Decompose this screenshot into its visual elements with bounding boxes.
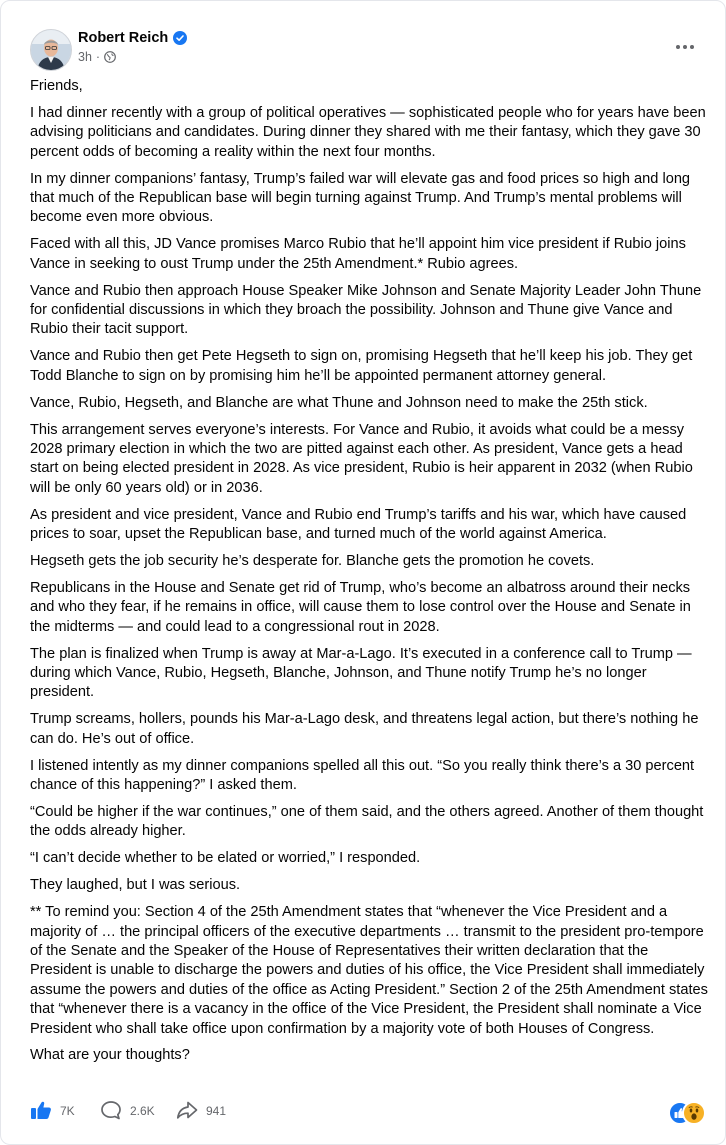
- post-paragraph: “Could be higher if the war continues,” one of them said, and the others agreed. Another of them thought the odds already higher.: [30, 804, 704, 840]
- globe-icon[interactable]: [104, 51, 116, 63]
- post-paragraph: Vance and Rubio then approach House Speaker Mike Johnson and Senate Majority Leader John Thune for confidential discussions in which they broach the possibility. Johnson and Thune give Vance and Rubio their tacit support.: [30, 282, 702, 338]
- share-count: 941: [206, 1104, 227, 1118]
- post-body: [30, 77, 708, 1073]
- post-paragraph: I listened intently as my dinner companions spelled all this out. “So you really think there’s a 30 percent chance of this happening?” I asked them.: [30, 757, 695, 794]
- post-timestamp[interactable]: 3h: [78, 50, 92, 64]
- post-paragraph: Republicans in the House and Senate get rid of Trump, who’s become an albatross around their necks and who they fear, if he remains in office, will cause them to lose control over the House and Senate in the midterms — and could lead to a congressional rout in 2028.: [30, 579, 691, 635]
- verified-badge-icon: [173, 31, 187, 45]
- post-paragraph: They laughed, but I was serious.: [30, 877, 241, 894]
- post-paragraph: As president and vice president, Vance and Rubio end Trump’s tariffs and his war, which have caused prices to soar, upset the Republican base, and turned much of the world against America.: [30, 506, 687, 543]
- like-button[interactable]: [30, 1099, 75, 1123]
- more-options-icon[interactable]: [673, 35, 697, 59]
- post-paragraph: “I can’t decide whether to be elated or worried,” I responded.: [30, 850, 421, 867]
- wow-reaction-icon: [682, 1101, 706, 1125]
- post-meta: [78, 50, 116, 64]
- like-count: 7K: [60, 1104, 75, 1118]
- thumbs-up-icon: [30, 1100, 52, 1123]
- post-paragraph: Faced with all this, JD Vance promises Marco Rubio that he’ll appoint him vice president if Rubio joins Vance in seeking to oust Trump under the 25th Amendment.* Rubio agrees.: [30, 236, 686, 272]
- comment-button[interactable]: [100, 1099, 155, 1123]
- post-paragraph: What are your thoughts?: [30, 1047, 190, 1064]
- author-header: [78, 30, 187, 46]
- post-paragraph: Friends,: [30, 78, 83, 94]
- post-paragraph: I had dinner recently with a group of political operatives — sophisticated people who for years have been advising politicians and candidates. During dinner they shared with me their fantasy, which they gave 30 percent odds of becoming a reality within the next four months.: [30, 104, 706, 160]
- post-paragraph: This arrangement serves everyone’s interests. For Vance and Rubio, it avoids what could be a messy 2028 primary election in which the two are pitted against each other. As president, Vance gets a head start on being elected president in 2028. As vice president, Rubio is heir apparent in 2032 (when Rubio will be only 60 years old) or in 2036.: [30, 421, 693, 496]
- post-paragraph: Hegseth gets the job security he’s desperate for. Blanche gets the promotion he covets.: [30, 553, 595, 570]
- engagement-bar: [30, 1099, 708, 1125]
- post-paragraph: Vance and Rubio then get Pete Hegseth to sign on, promising Hegseth that he’ll keep his job. They get Todd Blanche to sign on by promising him he’ll be appointed permanent attorney general.: [30, 348, 693, 384]
- author-avatar[interactable]: [30, 29, 72, 71]
- post-paragraph: Trump screams, hollers, pounds his Mar-a-Lago desk, and threatens legal action, but there’s nothing he can do. He’s out of office.: [30, 711, 699, 747]
- comment-icon: [100, 1100, 122, 1123]
- post-paragraph: Vance, Rubio, Hegseth, and Blanche are what Thune and Johnson need to make the 25th stick.: [30, 394, 648, 411]
- author-name[interactable]: Robert Reich: [78, 30, 169, 46]
- post-paragraph: The plan is finalized when Trump is away at Mar-a-Lago. It’s executed in a conference call to Trump — during which Vance, Rubio, Hegseth, Blanche, Johnson, and Thune notify Trump he’s no longer president.: [30, 645, 692, 701]
- share-button[interactable]: [176, 1099, 226, 1123]
- meta-separator: ·: [95, 50, 101, 64]
- post-paragraph: In my dinner companions’ fantasy, Trump’s failed war will elevate gas and food prices so high and long that much of the Republican base will begin turning against Trump. And Trump’s mental problems will become even more obvious.: [30, 170, 691, 226]
- comment-count: 2.6K: [130, 1104, 155, 1118]
- avatar-photo: [31, 30, 71, 70]
- post-paragraph: ** To remind you: Section 4 of the 25th Amendment states that “whenever the Vice President and a majority of … the principal officers of the executive departments … transmit to the president pro-tempore of the Senate and the Speaker of the House of Representatives their written declaration that the President is unable to discharge the powers and duties of his office, the Vice President shall immediately assume the powers and duties of the office as Acting President.” Section 2 of the 25th Amendment states that “whenever there is a vacancy in the office of the Vice President, the President shall nominate a Vice President who shall take office upon confirmation by a majority vote of both Houses of Congress.: [30, 904, 708, 1037]
- share-icon: [176, 1100, 198, 1123]
- reaction-summary[interactable]: [668, 1101, 702, 1123]
